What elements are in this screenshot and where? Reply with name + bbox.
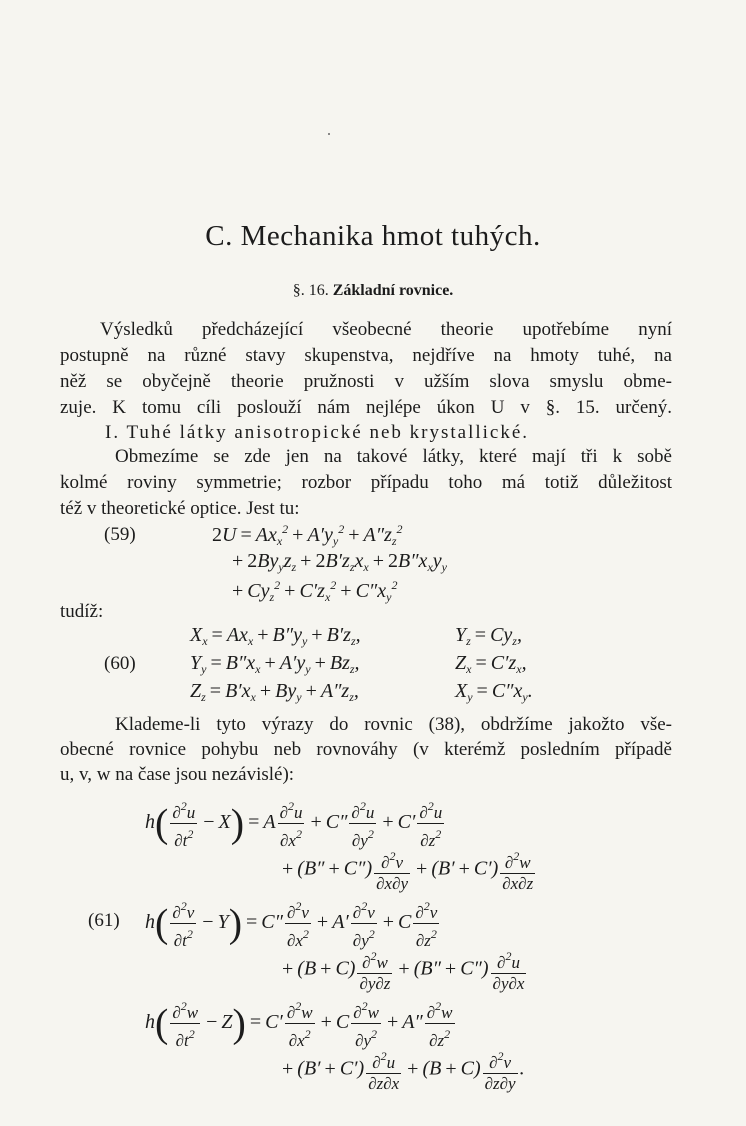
equation-label-59: (59): [104, 524, 136, 545]
equation-60-row-2: $Y_y = B''x_x + A'y_y + Bz_z$,: [190, 652, 360, 676]
equation-61-line-4: + (B + C) $\frac{\partial^2w}{\partial y\partial z}$ + (B″ + C″) $\frac{\partial^2u}{\partial y\partial x}$: [282, 949, 525, 993]
print-speck: [328, 133, 330, 135]
section-heading: [0, 282, 746, 300]
paragraph-line: Výsledků předcházející všeobecné theorie upotřebíme nyní: [100, 319, 672, 340]
section-number: §. 16.: [292, 282, 329, 299]
paragraph-line: Klademe-li tyto výrazy do rovnic (38), obdržíme jakožto vše-: [115, 714, 672, 735]
equation-61-line-5: h( $\frac{\partial^2w}{\partial t^2}$ − Z) = C′ $\frac{\partial^2w}{\partial x^2}$ + C $\frac{\partial^2w}{\partial y^2}$ + A″ $\frac{\partial^2w}{\partial z^2}$: [145, 999, 453, 1050]
equation-60-row-1: $X_x = Ax_x + B''y_y + B'z_z$,: [190, 624, 361, 648]
equation-61-line-3: h( $\frac{\partial^2v}{\partial t^2}$ − Y) = C″ $\frac{\partial^2v}{\partial x^2}$ + A′ $\frac{\partial^2v}{\partial y^2}$ + C $\frac{\partial^2v}{\partial z^2}$: [145, 899, 438, 950]
equation-61-line-1: h( $\frac{\partial^2u}{\partial t^2}$ − X) = A $\frac{\partial^2u}{\partial x^2}$ + C″ $\frac{\partial^2u}{\partial y^2}$ + C′ $\frac{\partial^2u}{\partial z^2}$: [145, 799, 443, 850]
equation-60-row-1-b: $Y_z = Cy_z$,: [455, 624, 522, 648]
equation-label-61: (61): [88, 910, 120, 931]
equation-60-row-2-b: $Z_x = C'z_x$,: [455, 652, 527, 676]
equation-59-line-2: + $2By_yz_z + 2B'z_zx_x + 2B''x_xy_y$: [232, 550, 447, 574]
equation-61-line-6: + (B′ + C′) $\frac{\partial^2u}{\partial z\partial x}$ + (B + C) $\frac{\partial^2v}{\partial z\partial y}$ .: [282, 1049, 525, 1093]
paragraph-line: něž se obyčejně theorie pružnosti v užším slova smyslu obme-: [60, 371, 672, 392]
paragraph-line: též v theoretické optice. Jest tu:: [60, 498, 300, 519]
equation-60-row-3-b: $X_y = C''x_y$.: [455, 680, 533, 704]
paragraph-line: postupně na různé stavy skupenstva, nejdříve na hmoty tuhé, na: [60, 345, 672, 366]
equation-59-line-3: + $Cy_z^2 + C'z_x^2 + C''x_y^2$: [232, 578, 398, 604]
subheading: I. Tuhé látky anisotropické neb krystallické.: [105, 422, 530, 443]
paragraph-line: kolmé roviny symmetrie; rozbor případu toho má totiž důležitost: [60, 472, 672, 493]
chapter-heading: C. Mechanika hmot tuhých.: [205, 220, 541, 252]
paragraph-line: zuje. K tomu cíli poslouží nám nejlépe úkon U v §. 15. určený.: [60, 397, 672, 418]
tudiz-label: tudíž:: [60, 601, 104, 622]
paragraph-line: obecné rovnice pohybu neb rovnováhy (v kterémž posledním případě: [60, 739, 672, 760]
paragraph-line: Obmezíme se zde jen na takové látky, které mají tři k sobě: [115, 446, 672, 467]
equation-61-line-2: + (B″ + C″) $\frac{\partial^2v}{\partial x\partial y}$ + (B′ + C′) $\frac{\partial^2w}{\partial x\partial z}$: [282, 849, 534, 893]
equation-59-line-1: $2U = Ax_x^2 + A'y_y^2 + A''z_z^2$: [212, 522, 403, 548]
paragraph-line: u, v, w na čase jsou nezávislé):: [60, 764, 295, 785]
section-title: Základní rovnice.: [332, 282, 454, 299]
equation-60-row-3: $Z_z = B'x_x + By_y + A''z_z$,: [190, 680, 359, 704]
equation-label-60: (60): [104, 653, 136, 674]
